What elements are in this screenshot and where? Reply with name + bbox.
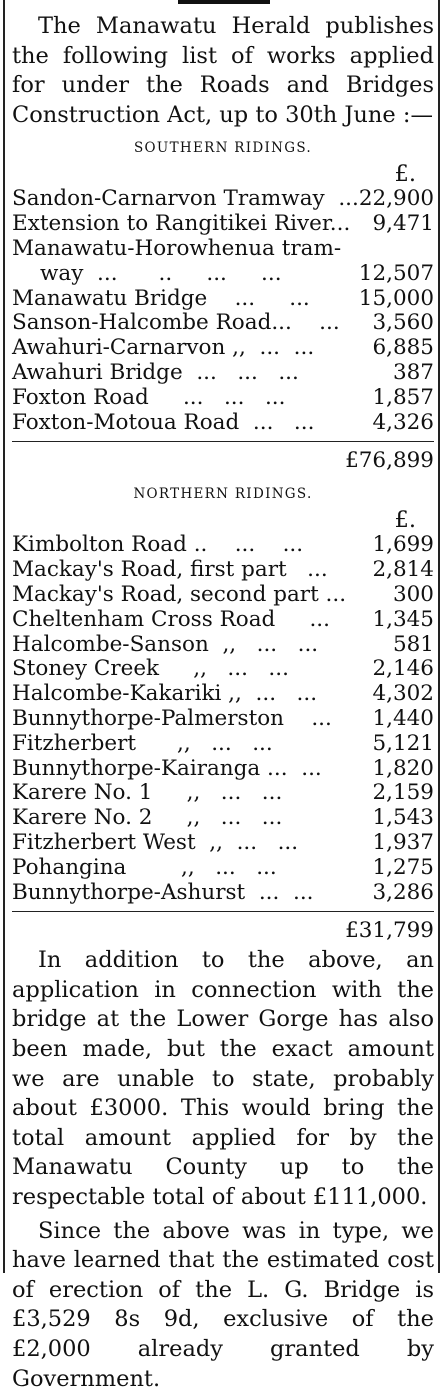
item-name: way ... .. ... ... (40, 260, 282, 286)
list-item (12, 187, 434, 212)
item-name: Sanson-Halcombe Road... ... (12, 310, 340, 336)
item-amount: 15,000 (358, 285, 434, 311)
item-amount: 3,560 (372, 310, 434, 336)
addition-paragraph: In addition to the above, an application in connection with the bridge at the Lower Gorge has also been made, but the exact amount we are unable to state, probably about £3000. This would bring the total amount applied for by the Manawatu County up to the respectable total of about £111,000. (12, 947, 434, 1211)
item-amount: 12,507 (358, 260, 434, 286)
item-amount: 1,345 (372, 606, 434, 632)
item-amount: 387 (392, 359, 434, 385)
list-item (12, 558, 434, 583)
southern-ridings-heading: SOUTHERN RIDINGS. (133, 140, 312, 157)
item-name: Karere No. 2 ,, ... ... (12, 805, 283, 831)
top-rule (178, 0, 270, 4)
item-amount: 4,326 (372, 409, 434, 435)
item-amount: 3,286 (372, 879, 434, 905)
item-name: Manawatu Bridge ... ... (12, 285, 310, 311)
item-amount: 2,146 (372, 656, 434, 682)
article-column (12, 12, 434, 1394)
southern-total-rule (12, 441, 434, 442)
southern-unit-label: £. (394, 161, 416, 188)
item-name: Fitzherbert ,, ... ... (12, 730, 273, 756)
list-item (12, 806, 434, 831)
item-amount: 9,471 (372, 211, 434, 237)
item-name: Awahuri-Carnarvon ,, ... ... (12, 335, 315, 361)
item-name: Cheltenham Cross Road ... (12, 606, 330, 632)
list-item (12, 212, 434, 237)
item-name: Halcombe-Sanson ,, ... ... (12, 631, 319, 657)
item-name: Bunnythorpe-Palmerston ... (12, 705, 332, 731)
list-item (12, 583, 434, 608)
item-name: Halcombe-Kakariki ,, ... ... (12, 681, 318, 707)
item-name: Fitzherbert West ,, ... ... (12, 829, 299, 855)
list-item (12, 411, 434, 436)
list-item (12, 707, 434, 732)
item-name: Foxton-Motoua Road ... ... (12, 409, 315, 435)
northern-ridings-heading: NORTHERN RIDINGS. (133, 486, 313, 503)
item-amount: 300 (392, 581, 434, 607)
list-item (12, 361, 434, 386)
column-border-right (438, 0, 440, 1273)
item-name: Extension to Rangitikei River... (12, 211, 351, 237)
list-item (12, 336, 434, 361)
item-name: Bunnythorpe-Kairanga ... ... (12, 755, 322, 781)
item-amount: 22,900 (358, 186, 435, 212)
item-name: Stoney Creek ,, ... ... (12, 656, 289, 682)
list-item (12, 732, 434, 757)
list-item (12, 757, 434, 782)
list-item (12, 608, 434, 633)
northern-list (12, 533, 434, 905)
item-amount: 1,820 (372, 755, 434, 781)
item-amount: 1,857 (372, 384, 434, 410)
item-amount: 1,440 (372, 705, 434, 731)
item-name: Karere No. 1 ,, ... ... (12, 780, 283, 806)
list-item (12, 831, 434, 856)
intro-paragraph: The Manawatu Herald publishes the following list of works applied for under the Roads and Bridges Construction Act, up to 30th June :— (12, 13, 434, 128)
item-amount: 1,699 (372, 532, 434, 558)
item-amount: 1,543 (372, 805, 434, 831)
list-item (12, 856, 434, 881)
list-item (12, 781, 434, 806)
item-name: Kimbolton Road .. ... ... (12, 532, 304, 558)
item-amount: 4,302 (372, 681, 434, 707)
list-item (12, 657, 434, 682)
item-name: Mackay's Road, second part ... (12, 581, 347, 607)
since-paragraph: Since the above was in type, we have learned that the estimated cost of erection of the L. G. Bridge is £3,529 8s 9d, exclusive of the £2,000 already granted by Government. (12, 1217, 434, 1392)
southern-total: £76,899 (345, 448, 434, 474)
list-item (12, 262, 434, 287)
item-name: Foxton Road ... ... ... (12, 384, 286, 410)
item-name: Manawatu-Horowhenua tram- (12, 235, 342, 261)
list-item (12, 311, 434, 336)
list-item (12, 881, 434, 906)
item-name: Pohangina ,, ... ... (12, 854, 277, 880)
list-item (12, 633, 434, 658)
list-item (12, 682, 434, 707)
item-name: Awahuri Bridge ... ... ... (12, 359, 299, 385)
item-name: Mackay's Road, first part ... (12, 557, 328, 583)
northern-total: £31,799 (345, 918, 434, 944)
list-item (12, 386, 434, 411)
item-amount: 581 (392, 631, 434, 657)
list-item (12, 533, 434, 558)
northern-unit-label: £. (394, 507, 416, 534)
item-amount: 1,937 (372, 829, 434, 855)
item-amount: 2,814 (372, 557, 434, 583)
southern-list (12, 187, 434, 435)
list-item (12, 287, 434, 312)
item-amount: 6,885 (372, 335, 434, 361)
northern-total-rule (12, 911, 434, 912)
item-amount: 2,159 (372, 780, 434, 806)
column-border-left (3, 0, 5, 1273)
item-amount: 5,121 (372, 730, 434, 756)
item-name: Bunnythorpe-Ashurst ... ... (12, 879, 314, 905)
list-item (12, 237, 434, 262)
item-amount: 1,275 (372, 854, 434, 880)
item-name: Sandon-Carnarvon Tramway ... (12, 186, 359, 212)
